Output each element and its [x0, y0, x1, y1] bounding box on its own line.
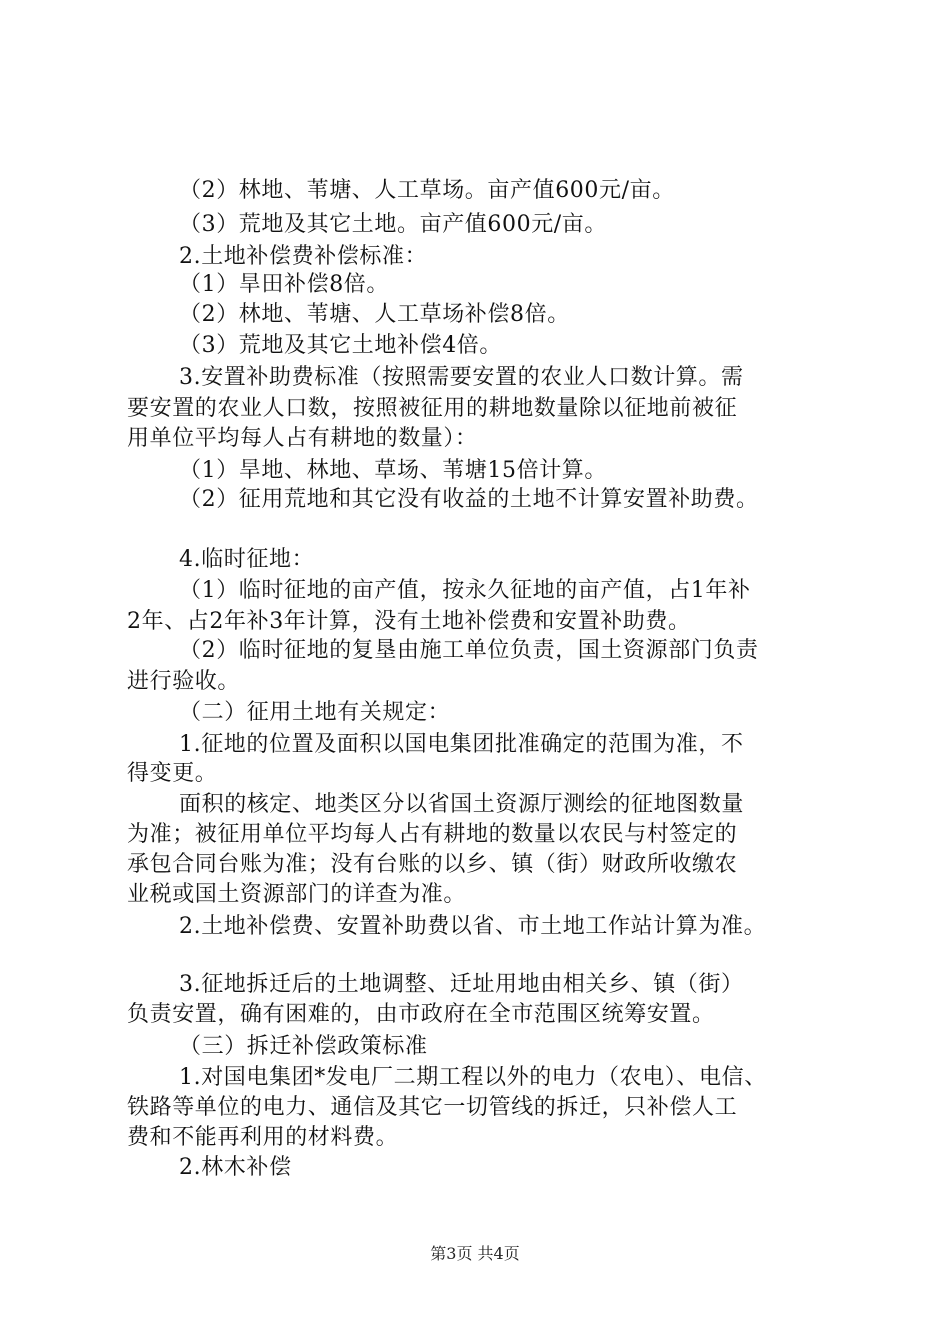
text-line: （三）拆迁补偿政策标准 [179, 1034, 428, 1059]
text-line: （2）征用荒地和其它没有收益的土地不计算安置补助费。 [179, 487, 759, 512]
text-line: 3.安置补助费标准（按照需要安置的农业人口数计算。需 [179, 365, 744, 390]
text-line: 业税或国土资源部门的详查为准。 [127, 882, 467, 907]
text-line: 得变更。 [127, 761, 218, 786]
text-line: 负责安置，确有困难的，由市政府在全市范围区统筹安置。 [127, 1002, 715, 1027]
text-line: （2）林地、苇塘、人工草场补偿8倍。 [179, 302, 570, 327]
text-line: 4.临时征地： [179, 547, 315, 572]
text-line: （1）旱地、林地、草场、苇塘15倍计算。 [179, 458, 607, 483]
text-line: 2.林木补偿 [179, 1155, 292, 1180]
text-line: 2.土地补偿费、安置补助费以省、市土地工作站计算为准。 [179, 914, 767, 939]
text-line: 3.征地拆迁后的土地调整、迁址用地由相关乡、镇（街） [179, 972, 744, 997]
text-line: 费和不能再利用的材料费。 [127, 1125, 399, 1150]
text-line: 用单位平均每人占有耕地的数量）： [127, 426, 478, 451]
text-line: 承包合同台账为准；没有台账的以乡、镇（街）财政所收缴农 [127, 852, 738, 877]
page-number-footer: 第3页 共4页 [430, 1244, 520, 1263]
text-line: 铁路等单位的电力、通信及其它一切管线的拆迁，只补偿人工 [127, 1095, 738, 1120]
text-line: 2年、占2年补3年计算，没有土地补偿费和安置补助费。 [127, 609, 691, 634]
text-line: （二）征用土地有关规定： [179, 700, 451, 725]
text-line: （1）旱田补偿8倍。 [179, 272, 389, 297]
text-line: （2）林地、苇塘、人工草场。亩产值600元/亩。 [179, 178, 675, 203]
text-line: 要安置的农业人口数，按照被征用的耕地数量除以征地前被征 [127, 396, 738, 421]
text-line: （1）临时征地的亩产值，按永久征地的亩产值，占1年补 [179, 578, 751, 603]
text-line: （3）荒地及其它土地补偿4倍。 [179, 333, 502, 358]
text-line: 为准；被征用单位平均每人占有耕地的数量以农民与村签定的 [127, 822, 738, 847]
text-line: （3）荒地及其它土地。亩产值600元/亩。 [179, 212, 608, 237]
text-line: （2）临时征地的复垦由施工单位负责，国土资源部门负责 [179, 638, 759, 663]
text-line: 2.土地补偿费补偿标准： [179, 244, 428, 269]
text-line: 1.对国电集团*发电厂二期工程以外的电力（农电）、电信、 [179, 1065, 767, 1090]
text-line: 进行验收。 [127, 669, 241, 694]
text-line: 1.征地的位置及面积以国电集团批准确定的范围为准，不 [179, 732, 744, 757]
text-line: 面积的核定、地类区分以省国土资源厅测绘的征地图数量 [179, 792, 745, 817]
